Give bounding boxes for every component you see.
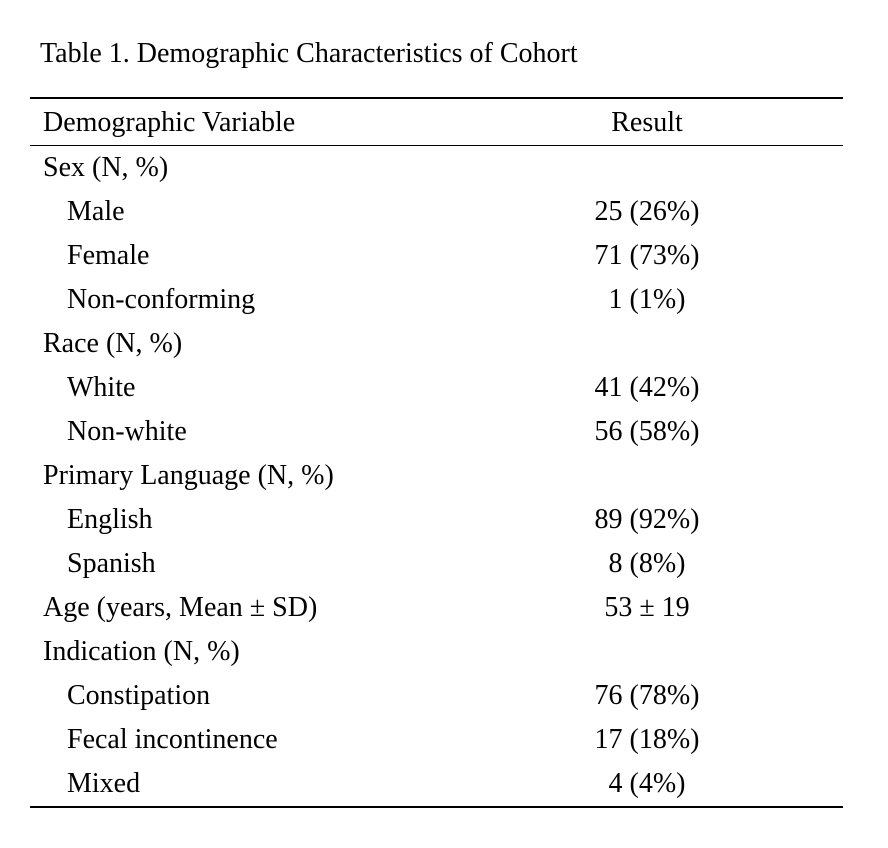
table-row [30,322,843,366]
row-label: Indication (N, %) [43,636,240,667]
row-label: Mixed [67,768,141,799]
row-label: Male [67,196,125,227]
row-label: Constipation [67,680,211,711]
row-label: Race (N, %) [43,328,183,359]
table-row [30,718,843,762]
row-label: Sex (N, %) [43,152,169,183]
table-row [30,366,843,410]
row-label: Age (years, Mean ± SD) [43,592,318,623]
table-row [30,542,843,586]
demographics-table [30,97,843,808]
header-variable: Demographic Variable [43,107,296,138]
table-row [30,762,843,806]
table-row [30,278,843,322]
table-row [30,146,843,190]
row-label: Non-white [67,416,187,447]
table-row [30,410,843,454]
header-row [30,99,843,145]
row-label: Spanish [67,548,156,579]
table-row [30,454,843,498]
bottom-rule [30,806,843,808]
row-label: Female [67,240,150,271]
table-caption: Table 1. Demographic Characteristics of Cohort [40,38,578,69]
table-row [30,234,843,278]
table-row [30,674,843,718]
row-value: 25 (26%) [594,196,700,227]
table-row [30,498,843,542]
row-value: 17 (18%) [594,724,700,755]
row-label: Primary Language (N, %) [43,460,334,491]
row-value: 53 ± 19 [604,592,690,623]
row-value: 56 (58%) [594,416,700,447]
row-value: 4 (4%) [608,768,686,799]
row-label: English [67,504,153,535]
row-value: 76 (78%) [594,680,700,711]
row-value: 71 (73%) [594,240,700,271]
header-result: Result [611,107,683,138]
row-label: Fecal incontinence [67,724,278,755]
row-label: White [67,372,136,403]
row-value: 1 (1%) [608,284,686,315]
table-row [30,190,843,234]
row-value: 8 (8%) [608,548,686,579]
row-value: 89 (92%) [594,504,700,535]
row-value: 41 (42%) [594,372,700,403]
table-row [30,586,843,630]
table-row [30,630,843,674]
row-label: Non-conforming [67,284,256,315]
